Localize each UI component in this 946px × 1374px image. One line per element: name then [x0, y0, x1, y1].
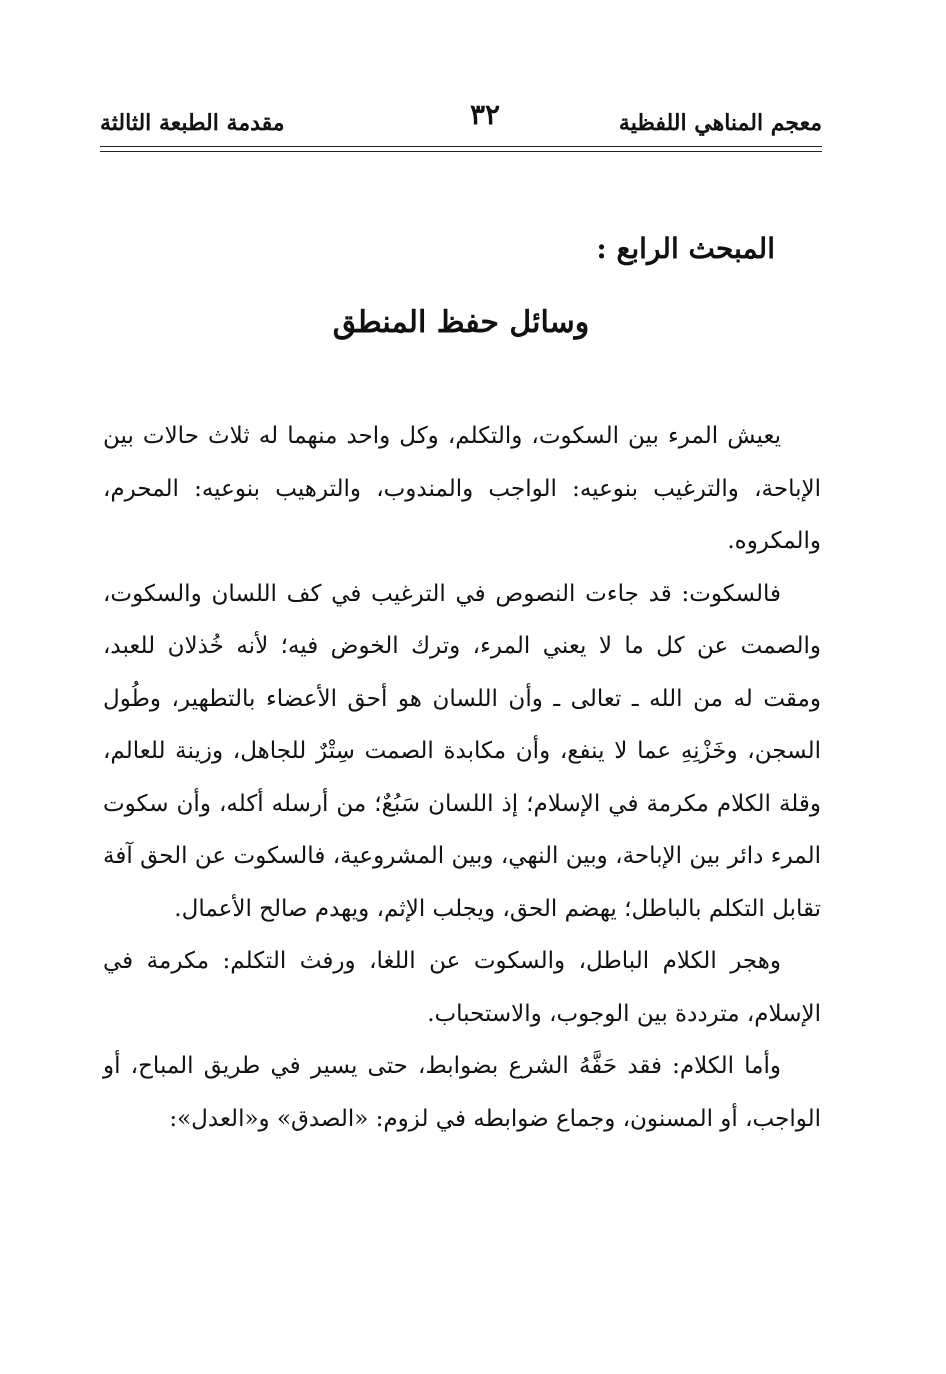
- paragraph: وأما الكلام: فقد حَفَّهُ الشرع بضوابط، حتى يسير في طريق المباح، أو الواجب، أو المسنون، وجماع ضوابطه في لزوم: «الصدق» و«العدل»:: [103, 1053, 821, 1132]
- book-title: معجم المناهي اللفظية: [618, 110, 822, 136]
- paragraph: فالسكوت: قد جاءت النصوص في الترغيب في كف اللسان والسكوت، والصمت عن كل ما لا يعني المرء، وترك الخوض فيه؛ لأنه خُذلان للعبد، ومقت له من الله ـ تعالى ـ وأن اللسان هو أحق الأعضاء بالتطهير، وطُول السجن، وخَزْنِهِ عما لا ينفع، وأن مكابدة الصمت سِتْرٌ للجاهل، وزينة للعالم، وقلة الكلام مكرمة في الإسلام؛ إذ اللسان سَبُعٌ؛ من أرسله أكله، وأن سكوت المرء دائر بين الإباحة، وبين النهي، وبين المشروعية، فالسكوت عن الحق آفة تقابل التكلم بالباطل؛ يهضم الحق، ويجلب الإثم، ويهدم صالح الأعمال.: [103, 580, 821, 922]
- chapter-title: وسائل حفظ المنطق: [332, 305, 590, 340]
- paragraph: يعيش المرء بين السكوت، والتكلم، وكل واحد منهما له ثلاث حالات بين الإباحة، والترغيب بنوعيه: الواجب والمندوب، والترهيب بنوعيه: المحرم، والمكروه.: [103, 423, 821, 554]
- body-text: [103, 410, 821, 1145]
- page-number: ٣٢: [469, 98, 501, 131]
- paragraph: وهجر الكلام الباطل، والسكوت عن اللغا، ورفث التكلم: مكرمة في الإسلام، مترددة بين الوجوب، والاستحباب.: [103, 948, 821, 1027]
- header-rule-bottom: [100, 151, 822, 152]
- running-head: [100, 98, 822, 150]
- chapter-label: المبحث الرابع :: [596, 232, 775, 265]
- header-rule-top: [100, 146, 822, 147]
- section-title: مقدمة الطبعة الثالثة: [100, 110, 285, 136]
